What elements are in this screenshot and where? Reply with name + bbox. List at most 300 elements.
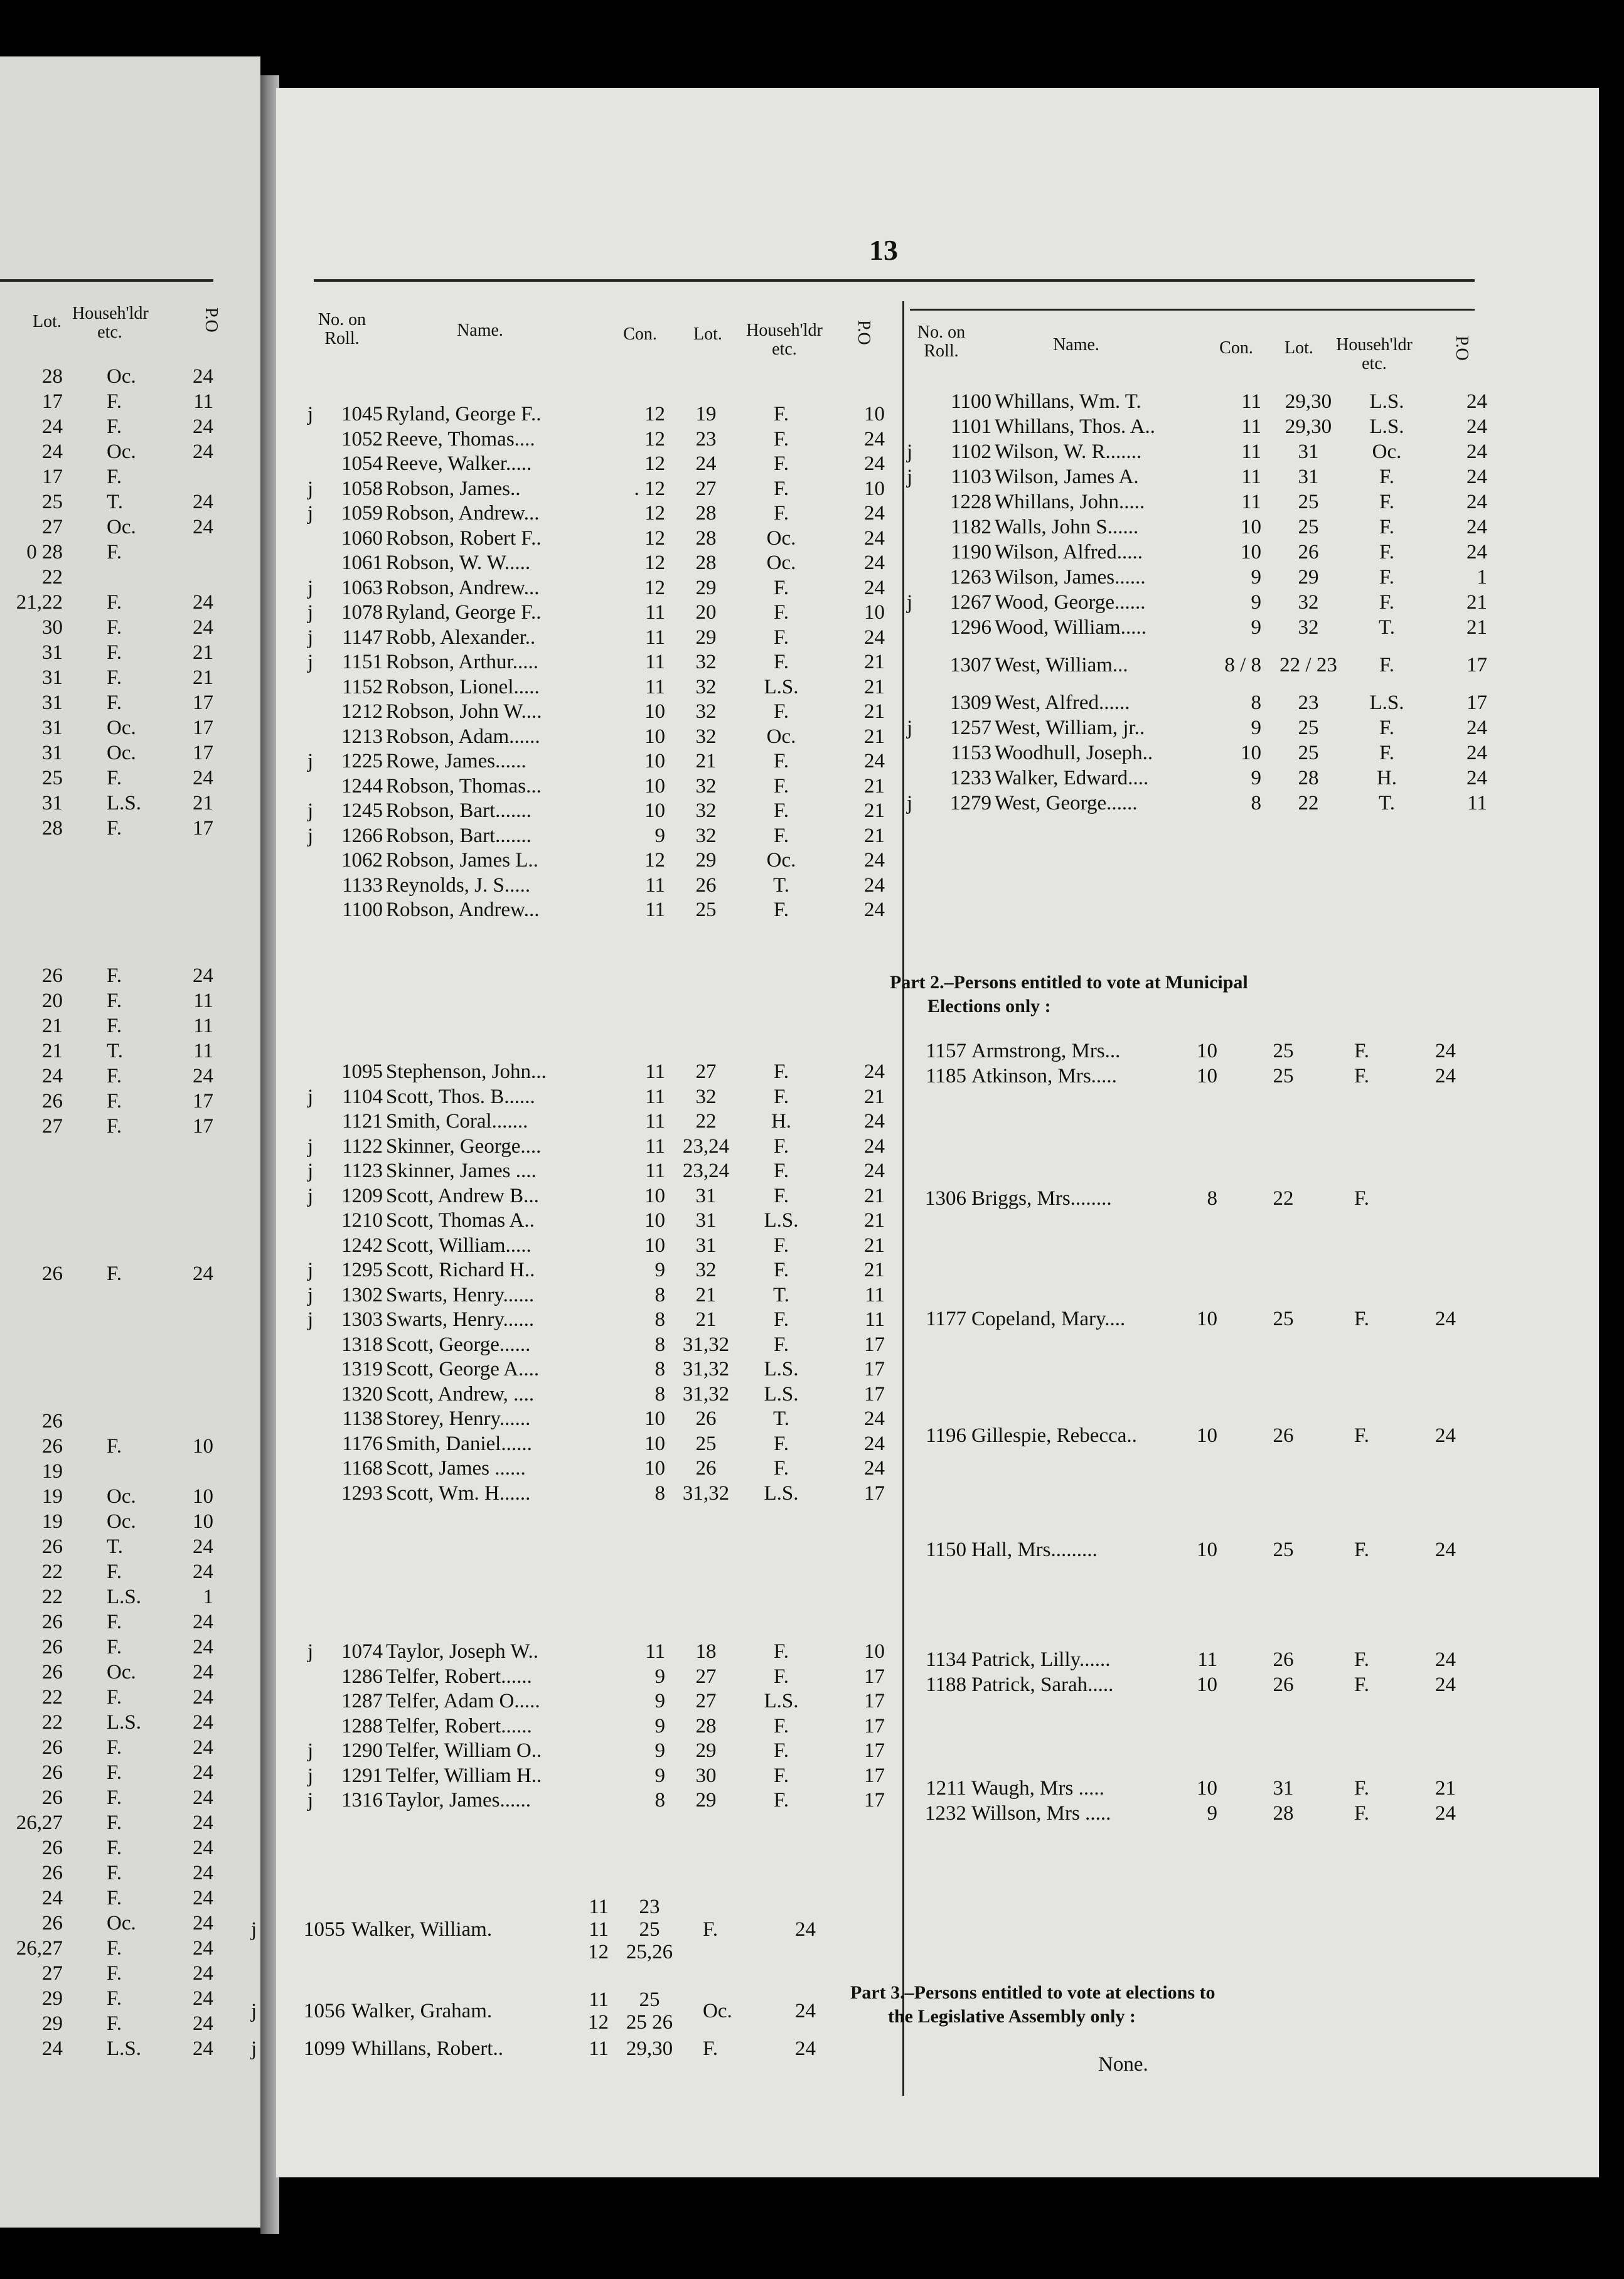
joint-marker: j <box>307 1283 314 1306</box>
concession: 11 <box>589 1918 609 1941</box>
household: F. <box>774 1764 789 1787</box>
lot: 26 <box>1273 1673 1294 1696</box>
household: F. <box>1379 516 1394 538</box>
household: F. <box>774 1134 789 1158</box>
post-office: 10 <box>193 1435 213 1458</box>
roll-number: 1104 <box>342 1085 383 1108</box>
post-office: 24 <box>1435 1424 1456 1447</box>
post-office: 17 <box>193 691 213 714</box>
joint-marker: j <box>307 403 314 425</box>
concession: 11 <box>645 899 665 921</box>
lot: 31,32 <box>682 1481 730 1505</box>
post-office: 24 <box>864 1407 885 1430</box>
household: F. <box>1379 466 1394 488</box>
lot: 26 <box>695 1457 717 1480</box>
voter-name: Robson, Andrew... <box>386 502 540 525</box>
post-office: 24 <box>864 526 885 550</box>
lot: 25 <box>695 899 717 921</box>
joint-marker: j <box>307 1640 314 1663</box>
concession: 11 <box>645 1134 665 1158</box>
header-lot: Lot. <box>693 324 722 344</box>
household: F. <box>1354 1424 1369 1447</box>
post-office: 21 <box>864 725 885 748</box>
household: F. <box>107 1937 122 1960</box>
lot: 25 <box>1273 1065 1294 1087</box>
post-office: 24 <box>193 491 213 513</box>
lot: 20 <box>42 990 63 1012</box>
post-office: 21 <box>864 1184 885 1207</box>
roll-number: 1176 <box>342 1432 383 1455</box>
post-office: 24 <box>193 1837 213 1859</box>
lot: 29,30 <box>1285 415 1332 438</box>
lot: 0 28 <box>26 541 63 563</box>
household: F. <box>774 824 789 847</box>
concession: 9 <box>1251 767 1261 789</box>
household: F. <box>774 403 789 425</box>
household: F. <box>107 1686 122 1709</box>
joint-marker: j <box>307 1160 314 1182</box>
lot: 28 <box>695 502 717 525</box>
joint-marker: j <box>307 1789 314 1812</box>
roll-number: 1151 <box>342 651 383 673</box>
lot: 28 <box>695 552 717 574</box>
roll-number: 1061 <box>341 552 383 574</box>
household: F. <box>774 799 789 822</box>
voter-name: Reeve, Walker..... <box>386 452 532 475</box>
lot: 31 <box>1298 440 1319 463</box>
lot: 17 <box>42 466 63 488</box>
post-office: 24 <box>864 750 885 772</box>
concession: 12 <box>644 502 665 525</box>
concession: 9 <box>654 1690 665 1712</box>
roll-number: 1138 <box>342 1407 383 1430</box>
lot: 26 <box>42 1736 63 1759</box>
household: F. <box>107 1015 122 1037</box>
lot: 26 <box>42 1661 63 1684</box>
household: F. <box>107 1065 122 1087</box>
post-office: 24 <box>864 502 885 525</box>
post-office: 17 <box>864 1789 885 1812</box>
concession: 8 / 8 <box>1224 654 1261 676</box>
lot: 22 <box>42 1711 63 1734</box>
joint-marker: j <box>907 440 913 463</box>
post-office: 21 <box>864 1085 885 1108</box>
household: F. <box>774 1640 789 1663</box>
roll-number: 1286 <box>341 1665 383 1688</box>
roll-number: 1054 <box>341 452 383 475</box>
voter-name: Robson, Robert F.. <box>386 526 542 550</box>
lot: 32 <box>695 725 717 748</box>
concession: 12 <box>644 427 665 451</box>
lot: 31 <box>42 641 63 664</box>
household: F. <box>107 691 122 714</box>
concession: 8 <box>654 1283 665 1306</box>
household: H. <box>1376 767 1397 789</box>
post-office: 24 <box>193 964 213 987</box>
concession: 10 <box>644 1234 665 1257</box>
household: F. <box>1379 717 1394 739</box>
voter-name: Wilson, W. R....... <box>995 440 1142 463</box>
header-con: Con. <box>623 324 657 344</box>
household: F. <box>107 1561 122 1583</box>
joint-marker: j <box>907 792 913 814</box>
lot: 29 <box>695 626 717 649</box>
lot: 32 <box>695 675 717 698</box>
voter-name: Patrick, Sarah..... <box>971 1673 1114 1696</box>
post-office: 17 <box>864 1481 885 1505</box>
household: F. <box>107 1090 122 1113</box>
roll-number: 1062 <box>341 849 383 872</box>
lot: 25 <box>1298 717 1319 739</box>
joint-marker: j <box>307 651 314 673</box>
voter-name: Robson, Bart....... <box>386 799 532 822</box>
household: F. <box>774 1085 789 1108</box>
lot: 28 <box>695 1714 717 1737</box>
roll-number: 1188 <box>926 1673 966 1696</box>
household: T. <box>107 1040 123 1062</box>
roll-number: 1316 <box>341 1789 383 1812</box>
household: F. <box>1354 1187 1369 1210</box>
joint-marker: j <box>307 502 314 525</box>
concession: 10 <box>1241 742 1261 764</box>
joint-marker: j <box>307 750 314 772</box>
part3-heading-2: the Legislative Assembly only : <box>888 2006 1136 2027</box>
lot: 26,27 <box>16 1937 63 1960</box>
roll-number: 1134 <box>926 1648 966 1671</box>
concession: 8 <box>654 1333 665 1356</box>
household: F. <box>1379 541 1394 563</box>
roll-number: 1122 <box>342 1134 383 1158</box>
post-office: 24 <box>193 1812 213 1834</box>
household: F. <box>107 591 122 614</box>
concession: 8 <box>1251 792 1261 814</box>
concession: 8 <box>654 1382 665 1406</box>
post-office: 24 <box>864 1432 885 1455</box>
household: Oc. <box>766 526 796 550</box>
post-office: 21 <box>193 666 213 689</box>
household: L.S. <box>107 1711 142 1734</box>
household: F. <box>1379 591 1394 614</box>
lot: 27 <box>42 516 63 538</box>
post-office: 17 <box>864 1739 885 1762</box>
household: F. <box>107 1837 122 1859</box>
post-office: 17 <box>864 1714 885 1737</box>
lot: 19 <box>42 1485 63 1508</box>
voter-name: West, William... <box>995 654 1128 676</box>
household: F. <box>107 964 122 987</box>
concession: 11 <box>589 1988 609 2011</box>
voter-name: Scott, Thomas A.. <box>386 1209 535 1232</box>
post-office: 24 <box>193 1987 213 2010</box>
household: L.S. <box>107 1586 142 1608</box>
household: F. <box>1379 491 1394 513</box>
roll-number: 1288 <box>341 1714 383 1737</box>
voter-name: West, Alfred...... <box>995 691 1130 714</box>
household: F. <box>774 1259 789 1281</box>
household: L.S. <box>107 792 142 814</box>
joint-marker: j <box>251 2037 257 2060</box>
voter-name: Patrick, Lilly...... <box>971 1648 1111 1671</box>
post-office: 24 <box>795 2037 816 2060</box>
post-office: 24 <box>193 1611 213 1633</box>
post-office: 24 <box>193 1786 213 1809</box>
household: L.S. <box>764 1209 799 1232</box>
lot: 28 <box>42 365 63 388</box>
post-office: 24 <box>864 1134 885 1158</box>
lot: 23,24 <box>682 1160 730 1182</box>
lot: 24 <box>42 2037 63 2060</box>
household: L.S. <box>764 1481 799 1505</box>
lot: 32 <box>695 651 717 673</box>
header-roll-no: No. on Roll. <box>318 310 366 348</box>
roll-number: 1244 <box>341 774 383 798</box>
roll-number: 1257 <box>950 717 991 739</box>
lot: 22 <box>42 1586 63 1608</box>
household: F. <box>1354 1802 1369 1825</box>
voter-name: Robb, Alexander.. <box>386 626 536 649</box>
joint-marker: j <box>251 1918 257 1941</box>
lot: 25 <box>1273 1539 1294 1561</box>
concession: 11 <box>589 2037 609 2060</box>
lot: 29,30 <box>1285 390 1332 413</box>
roll-number: 1302 <box>341 1283 383 1306</box>
post-office: 1 <box>203 1586 213 1608</box>
roll-number: 1209 <box>341 1184 383 1207</box>
post-office: 24 <box>864 873 885 897</box>
post-office: 10 <box>864 403 885 425</box>
voter-name: Storey, Henry...... <box>386 1407 531 1430</box>
lot: 32 <box>695 1259 717 1281</box>
lot: 32 <box>1298 591 1319 614</box>
lot: 19 <box>42 1510 63 1533</box>
voter-name: Scott, George A.... <box>386 1358 540 1380</box>
left-header-household: Househ'ldr etc. <box>72 304 149 342</box>
joint-marker: j <box>307 824 314 847</box>
roll-number: 1055 <box>304 1918 345 1941</box>
household: Oc. <box>107 516 136 538</box>
part2-heading-2: Elections only : <box>927 996 1051 1017</box>
roll-number: 1318 <box>341 1333 383 1356</box>
lot: 29 <box>42 2012 63 2035</box>
lot: 27 <box>42 1962 63 1985</box>
concession: 11 <box>1241 440 1261 463</box>
post-office: 24 <box>864 452 885 475</box>
roll-number: 1147 <box>342 626 383 649</box>
household: F. <box>774 899 789 921</box>
household: F. <box>774 1789 789 1812</box>
post-office: 24 <box>193 1065 213 1087</box>
concession: 10 <box>1241 541 1261 563</box>
lot: 26 <box>42 1262 63 1285</box>
household: F. <box>1354 1308 1369 1330</box>
concession: 8 <box>1207 1187 1217 1210</box>
lot: 22 <box>695 1110 717 1133</box>
household: F. <box>1354 1648 1369 1671</box>
voter-name: Walls, John S...... <box>995 516 1139 538</box>
lot: 31,32 <box>682 1382 730 1406</box>
concession: 11 <box>645 1110 665 1133</box>
lot: 29 <box>695 1739 717 1762</box>
roll-number: 1267 <box>950 591 991 614</box>
household: T. <box>107 1535 123 1558</box>
lot: 28 <box>1298 767 1319 789</box>
lot: 25 <box>1298 516 1319 538</box>
household: Oc. <box>1372 440 1402 463</box>
lot: 19 <box>42 1460 63 1483</box>
roll-number: 1307 <box>950 654 991 676</box>
household: F. <box>107 2012 122 2035</box>
concession: 10 <box>644 1457 665 1480</box>
roll-number: 1213 <box>341 725 383 748</box>
lot: 29,30 <box>626 2037 673 2060</box>
household: F. <box>107 1761 122 1784</box>
part2-heading: Part 2.–Persons entitled to vote at Municipal <box>890 972 1248 993</box>
header-household: Househ'ldr etc. <box>746 321 823 359</box>
household: F. <box>107 1786 122 1809</box>
part3-heading: Part 3.–Persons entitled to vote at elections to <box>850 1982 1215 2003</box>
roll-number: 1078 <box>341 601 383 624</box>
household: H. <box>771 1110 792 1133</box>
post-office: 21 <box>864 651 885 673</box>
lot: 32 <box>695 799 717 822</box>
right-top-rule <box>910 309 1475 311</box>
concession: 9 <box>654 1739 665 1762</box>
roll-number: 1225 <box>341 750 383 772</box>
household: F. <box>107 641 122 664</box>
household: F. <box>774 1234 789 1257</box>
roll-number: 1190 <box>951 541 991 563</box>
post-office: 24 <box>795 2000 816 2022</box>
voter-name: Walker, Graham. <box>351 2000 493 2022</box>
post-office: 24 <box>193 415 213 438</box>
concession: . 12 <box>634 477 665 500</box>
roll-number: 1150 <box>926 1539 966 1561</box>
lot: 32 <box>695 774 717 798</box>
household: F. <box>107 1435 122 1458</box>
household: Oc. <box>766 552 796 574</box>
concession: 11 <box>1241 415 1261 438</box>
lot: 21 <box>695 1308 717 1331</box>
header-po: P.O <box>854 320 873 345</box>
lot: 28 <box>42 817 63 840</box>
post-office: 10 <box>193 1510 213 1533</box>
lot: 26 <box>42 1636 63 1658</box>
concession: 11 <box>1241 491 1261 513</box>
household: F. <box>774 601 789 624</box>
lot: 21 <box>42 1015 63 1037</box>
household: T. <box>107 491 123 513</box>
household: F. <box>703 1918 718 1941</box>
lot: 26,27 <box>16 1812 63 1834</box>
joint-marker: j <box>307 601 314 624</box>
household: L.S. <box>764 675 799 698</box>
lot: 29 <box>695 849 717 872</box>
concession: 10 <box>644 1209 665 1232</box>
voter-name: Telfer, Robert...... <box>386 1714 532 1737</box>
roll-number: 1296 <box>950 616 991 639</box>
post-office: 17 <box>193 817 213 840</box>
household: F. <box>107 1262 122 1285</box>
joint-marker: j <box>307 1085 314 1108</box>
concession: 9 <box>1251 566 1261 589</box>
lot: 32 <box>695 1085 717 1108</box>
joint-marker: j <box>307 799 314 822</box>
voter-name: West, William, jr.. <box>995 717 1145 739</box>
concession: 11 <box>645 1060 665 1083</box>
household: F. <box>1379 742 1394 764</box>
post-office: 21 <box>864 799 885 822</box>
roll-number: 1212 <box>341 700 383 723</box>
lot: 31 <box>1273 1777 1294 1800</box>
household: F. <box>703 2037 718 2060</box>
voter-name: Telfer, William H.. <box>386 1764 542 1787</box>
concession: 11 <box>645 675 665 698</box>
roll-number: 1319 <box>341 1358 383 1380</box>
post-office: 24 <box>1466 767 1487 789</box>
joint-marker: j <box>307 1739 314 1762</box>
concession: 11 <box>645 1160 665 1182</box>
lot: 21,22 <box>16 591 63 614</box>
concession: 10 <box>644 700 665 723</box>
lot: 31 <box>695 1184 717 1207</box>
post-office: 24 <box>1466 390 1487 413</box>
post-office: 21 <box>864 1209 885 1232</box>
voter-name: Armstrong, Mrs... <box>971 1040 1121 1062</box>
concession: 8 <box>654 1358 665 1380</box>
post-office: 21 <box>193 792 213 814</box>
household: F. <box>107 990 122 1012</box>
voter-name: Scott, Thos. B...... <box>386 1085 535 1108</box>
household: F. <box>774 1714 789 1737</box>
post-office: 24 <box>193 1912 213 1935</box>
household: F. <box>107 1987 122 2010</box>
household: Oc. <box>766 725 796 748</box>
lot: 25 <box>1273 1040 1294 1062</box>
concession: 9 <box>1251 616 1261 639</box>
household: F. <box>107 415 122 438</box>
household: F. <box>1354 1065 1369 1087</box>
post-office: 17 <box>193 742 213 764</box>
right-header-po: P.O <box>1452 336 1472 361</box>
household: F. <box>107 541 122 563</box>
post-office: 17 <box>1466 654 1487 676</box>
household: F. <box>1379 566 1394 589</box>
concession: 8 <box>654 1789 665 1812</box>
concession: 10 <box>644 750 665 772</box>
voter-name: Telfer, William O.. <box>386 1739 542 1762</box>
post-office: 24 <box>193 767 213 789</box>
post-office: 24 <box>864 1160 885 1182</box>
post-office: 24 <box>193 365 213 388</box>
lot: 23 <box>695 427 717 451</box>
household: L.S. <box>764 1358 799 1380</box>
concession: 10 <box>1197 1065 1217 1087</box>
post-office: 24 <box>864 849 885 872</box>
household: F. <box>774 1060 789 1083</box>
post-office: 21 <box>193 641 213 664</box>
post-office: 17 <box>864 1333 885 1356</box>
concession: 11 <box>645 626 665 649</box>
roll-number: 1290 <box>341 1739 383 1762</box>
concession: 10 <box>1197 1308 1217 1330</box>
post-office: 24 <box>1466 466 1487 488</box>
roll-number: 1266 <box>341 824 383 847</box>
voter-name: Scott, George...... <box>386 1333 531 1356</box>
lot: 26 <box>42 1410 63 1433</box>
joint-marker: j <box>307 1764 314 1787</box>
household: F. <box>107 1115 122 1138</box>
roll-number: 1099 <box>304 2037 345 2060</box>
